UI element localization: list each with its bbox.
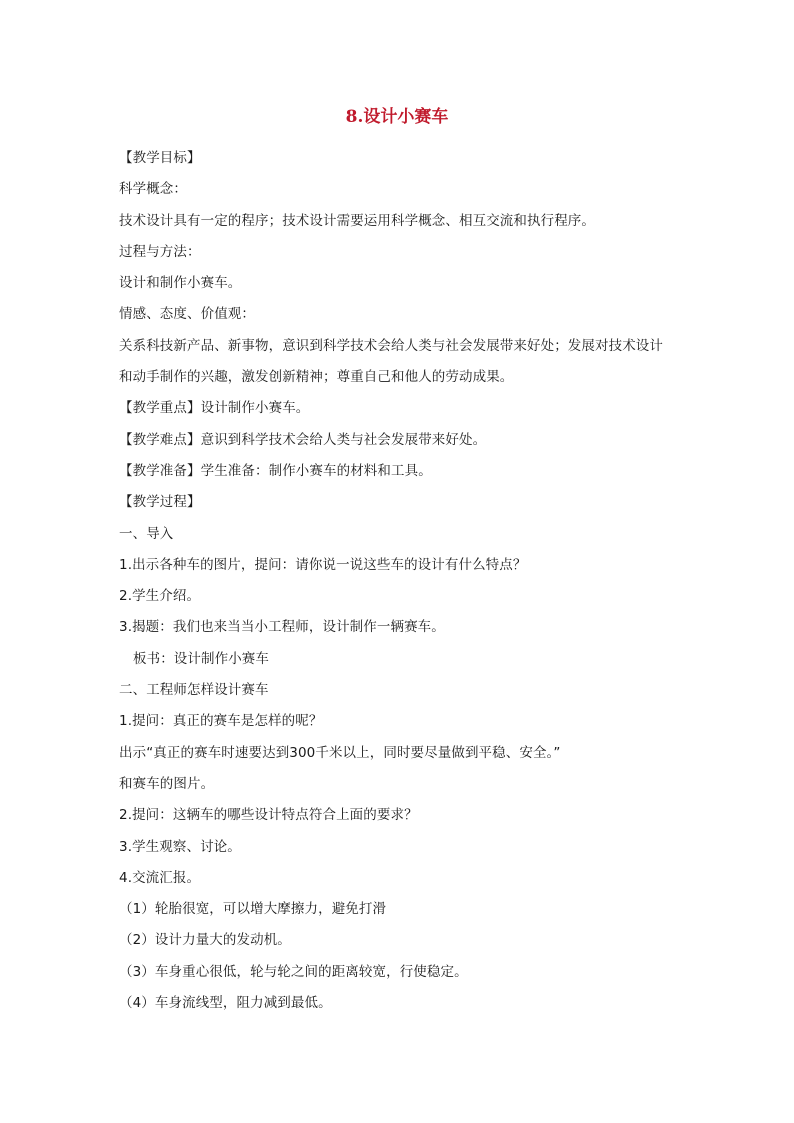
section-heading-process: 【教学过程】 [119, 494, 201, 511]
subheading-engineer-design: 二、工程师怎样设计赛车 [119, 682, 269, 699]
section-key-points: 【教学重点】设计制作小赛车。 [119, 400, 310, 417]
list-item: 4.交流汇报。 [119, 869, 201, 886]
section-difficulties: 【教学难点】意识到科学技术会给人类与社会发展带来好处。 [119, 431, 487, 448]
paragraph: 关系科技新产品、新事物，意识到科学技术会给人类与社会发展带来好处；发展对技术设计 [119, 337, 663, 354]
list-item: 1.出示各种车的图片，提问：请你说一说这些车的设计有什么特点？ [119, 556, 527, 573]
document-body [119, 143, 689, 1019]
list-item: （1）轮胎很宽，可以增大摩擦力，避免打滑 [119, 901, 387, 918]
list-item: 3.揭题：我们也来当当小工程师，设计制作一辆赛车。 [119, 619, 445, 636]
list-item: 3.学生观察、讨论。 [119, 838, 241, 855]
list-item: （2）设计力量大的发动机。 [119, 932, 291, 949]
paragraph: 出示“真正的赛车时速要达到300千米以上，同时要尽量做到平稳、安全。” [119, 744, 561, 761]
list-item: （3）车身重心很低，轮与轮之间的距离较宽，行使稳定。 [119, 963, 468, 980]
paragraph: 和赛车的图片。 [119, 775, 215, 792]
blackboard-note: 板书：设计制作小赛车 [133, 650, 269, 667]
subheading-process-methods: 过程与方法： [119, 243, 201, 260]
paragraph: 设计和制作小赛车。 [119, 275, 242, 292]
list-item: （4）车身流线型，阻力减到最低。 [119, 995, 332, 1012]
document-title: 8.设计小赛车 [345, 107, 449, 127]
list-item: 2.学生介绍。 [119, 588, 201, 605]
list-item: 2.提问：这辆车的哪些设计特点符合上面的要求？ [119, 807, 418, 824]
paragraph: 和动手制作的兴趣，激发创新精神；尊重自己和他人的劳动成果。 [119, 369, 514, 386]
section-heading-objectives: 【教学目标】 [119, 150, 201, 166]
paragraph: 技术设计具有一定的程序；技术设计需要运用科学概念、相互交流和执行程序。 [119, 212, 595, 229]
section-preparation: 【教学准备】学生准备：制作小赛车的材料和工具。 [119, 462, 432, 479]
subheading-introduction: 一、导入 [119, 525, 174, 542]
subheading-values: 情感、态度、价值观： [119, 306, 255, 323]
list-item: 1.提问：真正的赛车是怎样的呢？ [119, 713, 323, 730]
subheading-science-concepts: 科学概念： [119, 181, 187, 198]
